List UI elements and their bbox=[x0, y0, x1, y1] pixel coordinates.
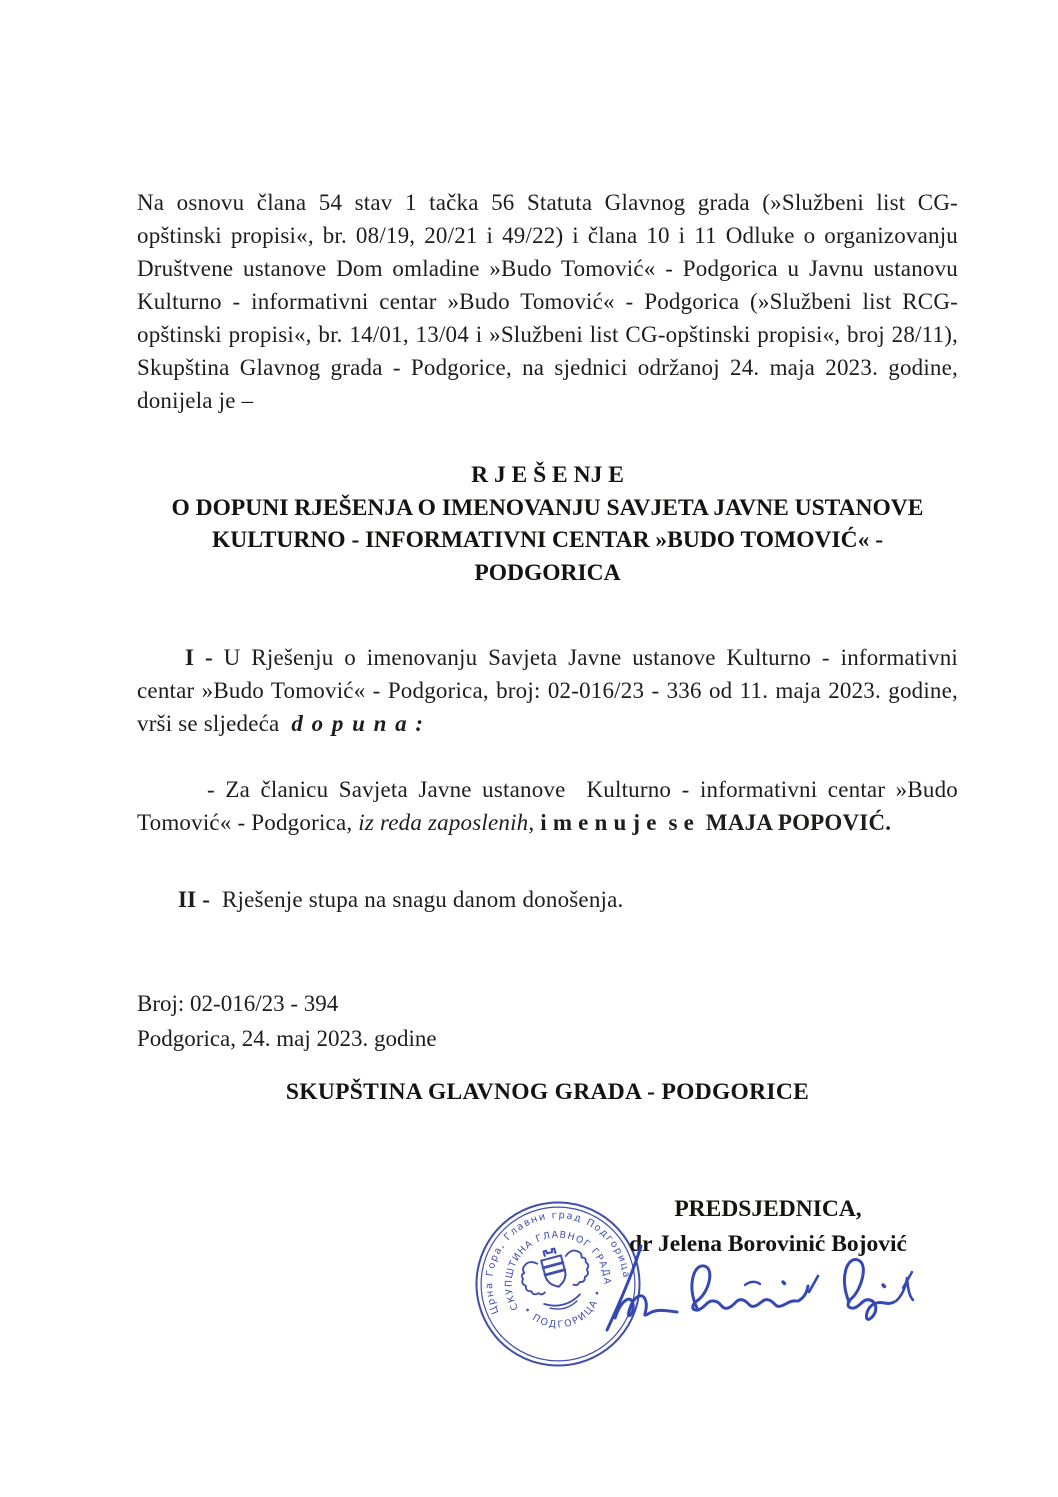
document-content bbox=[137, 0, 958, 1106]
title-line-1: R J E Š E NJ E bbox=[471, 462, 624, 488]
stamp-coat-of-arms bbox=[516, 1241, 597, 1317]
issuer-heading: SKUPŠTINA GLAVNOG GRADA - PODGORICE bbox=[285, 1079, 810, 1105]
text-segment: - Za članicu Savjeta Javne ustanove Kulturno - informativni centar »Budo Tomović« - Podgorica, bbox=[137, 777, 958, 835]
intro-paragraph: Na osnovu člana 54 stav 1 tačka 56 Statuta Glavnog grada (»Službeni list CG-opštinski propisi«, br. 08/19, 20/21 i 49/22) i člana 10 i 11 Odluke o organizovanju Društvene ustanove Dom omladine »Budo Tomović« - Podgorica u Javnu ustanovu Kulturno - informativni centar »Budo Tomović« - Podgorica (»Službeni list RCG-opštinski propisi«, br. 14/01, 13/04 i »Službeni list CG-opštinski propisi«, broj 28/11), Skupština Glavnog grada - Podgorice, na sjednici održanoj 24. maja 2023. godine, donijela je – bbox=[137, 190, 958, 413]
section-2-paragraph bbox=[137, 883, 958, 916]
stamp-outer-ring-text: Црна Гора, Главни град Подгорица bbox=[484, 1210, 632, 1316]
signer-name: dr Jelena Borovinić Bojović bbox=[629, 1231, 907, 1257]
text-segment: II - bbox=[178, 887, 217, 912]
signer-role: PREDSJEDNICA, bbox=[674, 1196, 862, 1222]
title-line-2: O DOPUNI RJEŠENJA O IMENOVANJU SAVJETA JAVNE USTANOVE bbox=[171, 494, 924, 521]
title-line-3: KULTURNO - INFORMATIVNI CENTAR »BUDO TOMOVIĆ« - PODGORICA bbox=[211, 527, 884, 586]
section-1-paragraph bbox=[137, 641, 958, 740]
reference-block bbox=[137, 986, 958, 1056]
place-and-date: Podgorica, 24. maj 2023. godine bbox=[137, 1026, 437, 1051]
stamp-bottom-text: • ПОДГОРИЦА • bbox=[520, 1287, 605, 1331]
text-segment: iz reda zaposlenih, bbox=[358, 810, 535, 835]
stamp-inner-ring-text: СКУПШТИНА ГЛАВНОГ ГРАДА bbox=[503, 1229, 613, 1312]
text-segment: Rješenje stupa na snagu danom donošenja. bbox=[216, 887, 624, 912]
text-segment: i m e n u j e s e MAJA POPOVIĆ. bbox=[534, 810, 892, 835]
handwritten-signature-icon bbox=[597, 1238, 927, 1336]
text-segment: d o p u n a : bbox=[291, 711, 425, 736]
text-segment: U Rješenju o imenovanju Savjeta Javne ustanove Kulturno - informativni centar »Budo Tomović« - Podgorica, broj: 02-016/23 - 336 od 11. maja 2023. godine, vrši se sljedeća bbox=[137, 645, 958, 736]
document-title-block bbox=[137, 459, 958, 589]
text-segment: I - bbox=[185, 645, 224, 670]
amendment-paragraph bbox=[137, 773, 958, 839]
document-number: Broj: 02-016/23 - 394 bbox=[137, 991, 339, 1016]
